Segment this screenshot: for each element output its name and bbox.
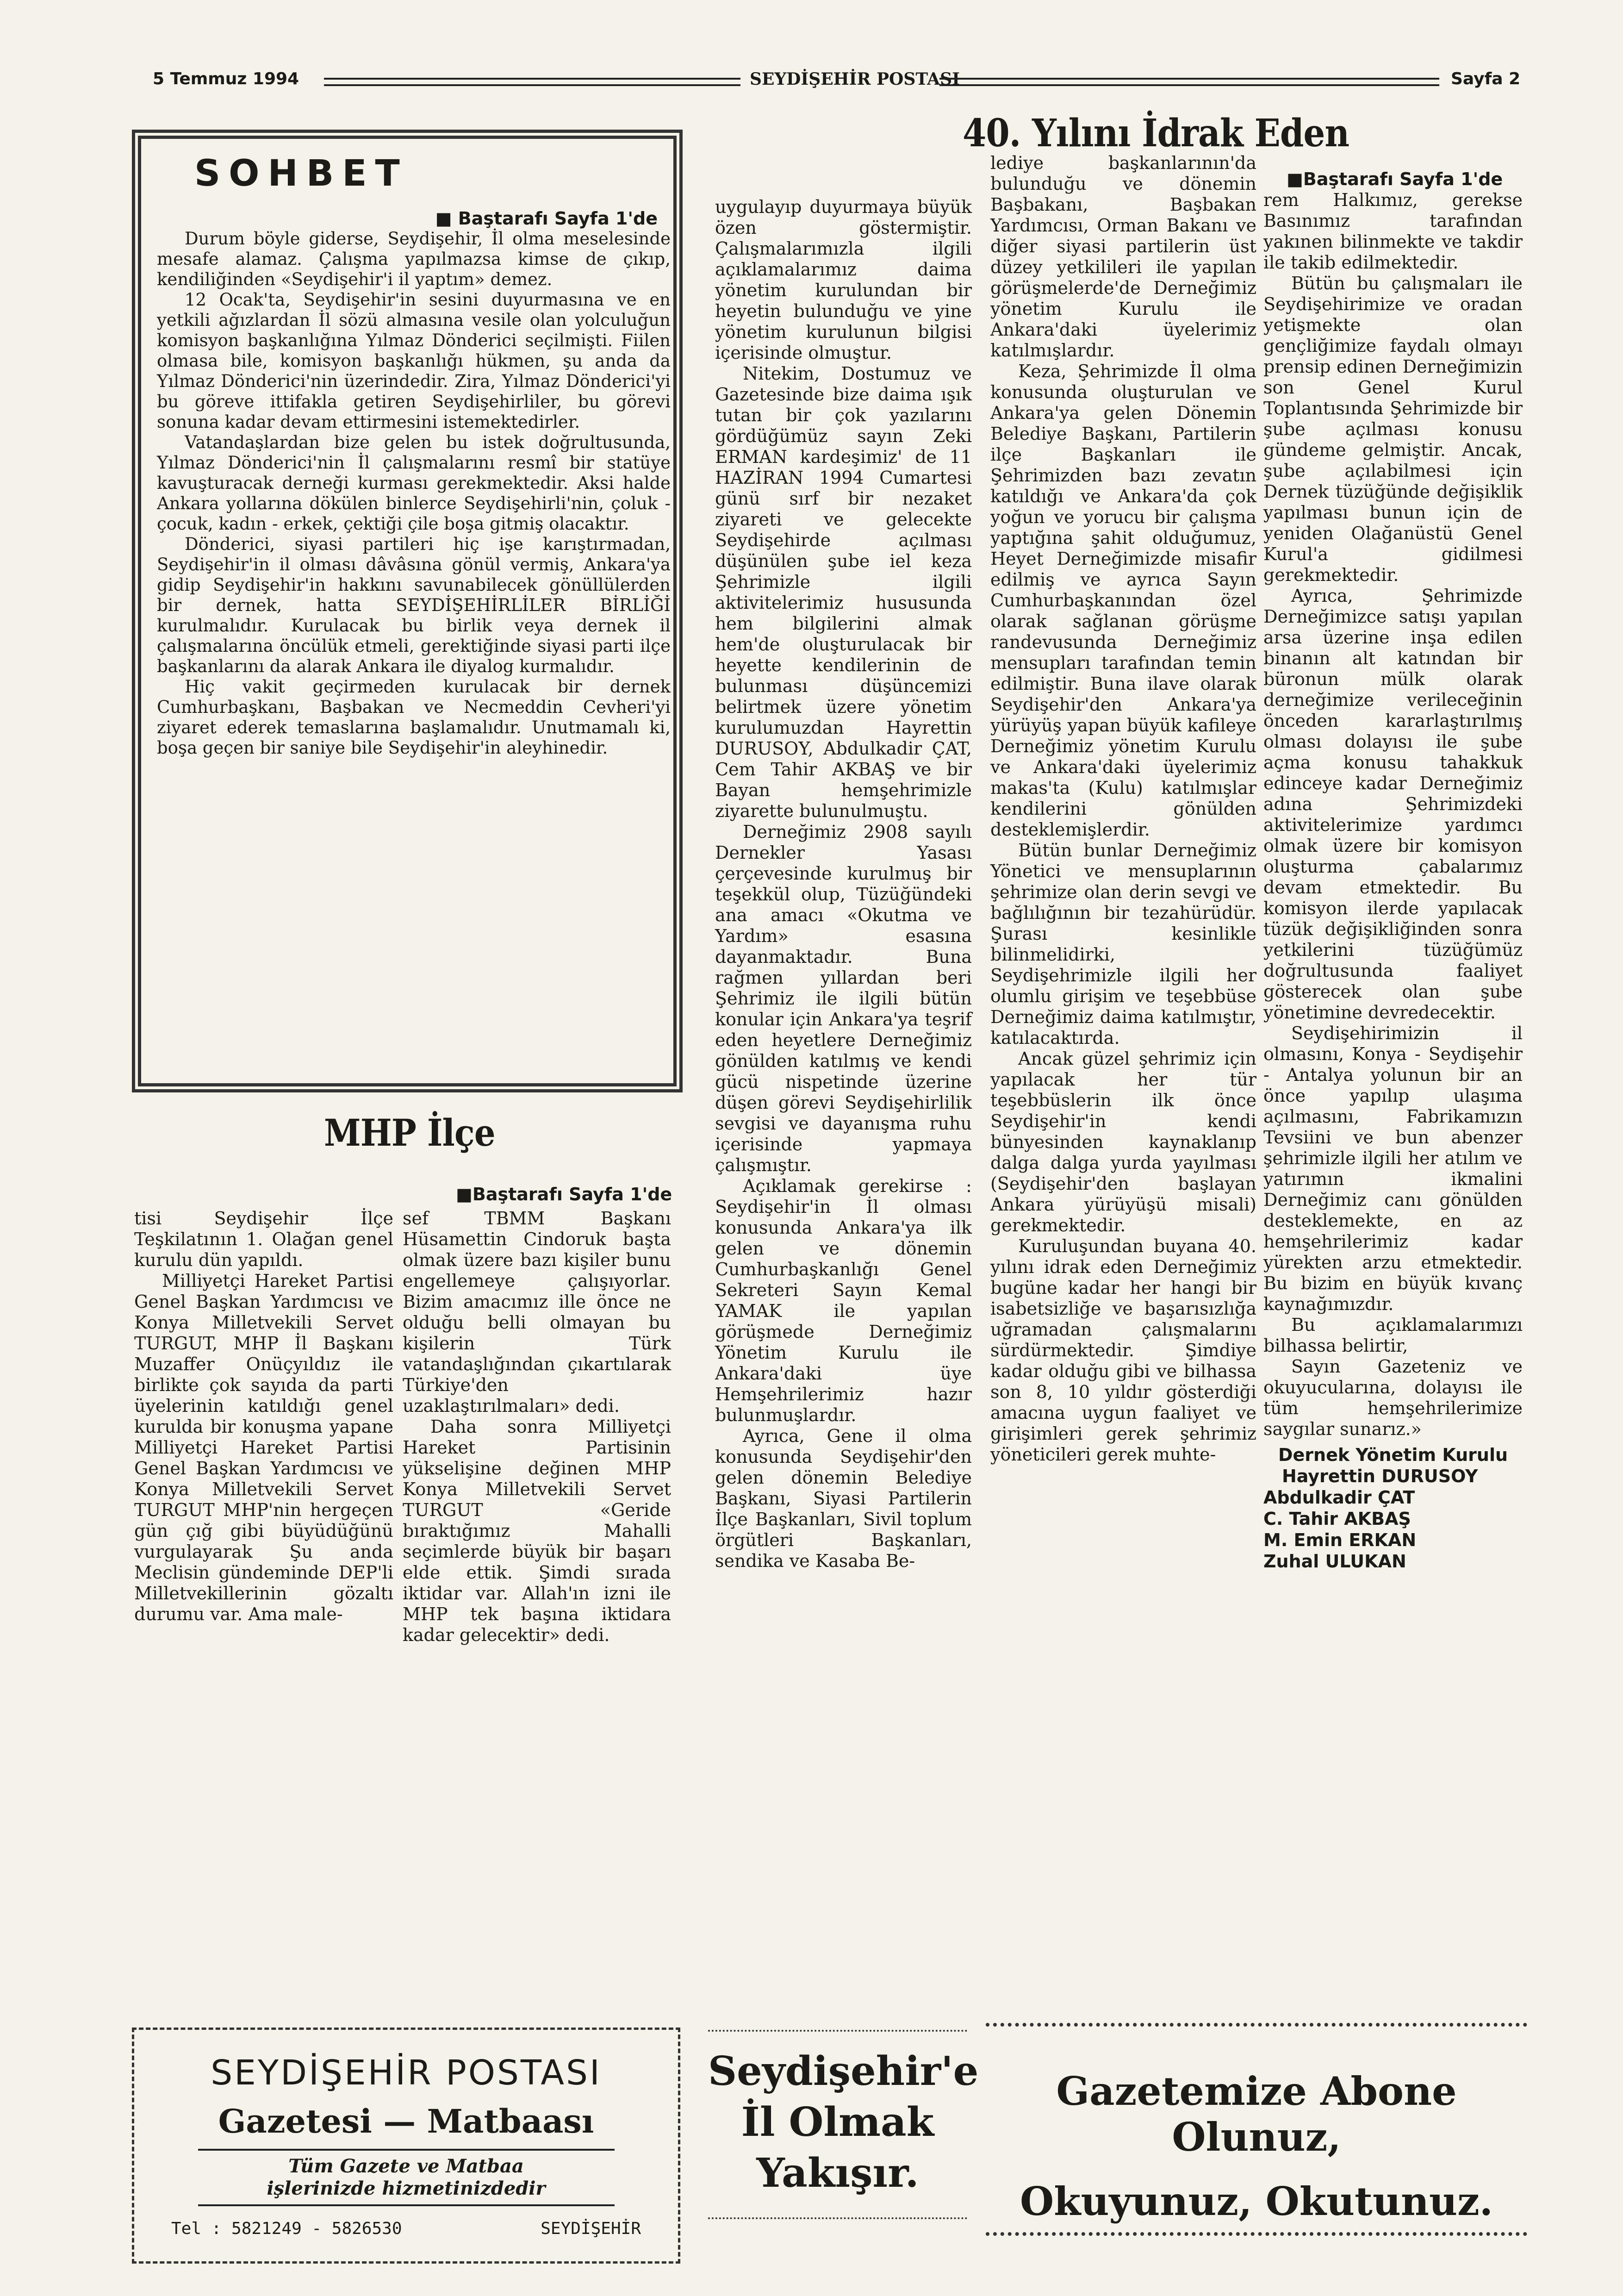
- slogan-line: Seydişehir'e: [708, 2048, 979, 2095]
- sohbet-box: [132, 130, 683, 1092]
- mhp-headline: MHP İlçe: [324, 1111, 495, 1154]
- header-rule-right: [939, 78, 1439, 86]
- feature-paragraph: Ancak güzel şehrimiz için yapılacak her tür teşebbüslerin ilk önce Seydişehir'in kendi bünyesinden kaynaklanıp dalga dalga yurda yayılması (Seydişehir'den başlayan Ankara yürüyüşü misali) gerekmektedir.: [990, 1048, 1256, 1235]
- sohbet-text: [157, 229, 671, 758]
- sohbet-paragraph: Vatandaşlardan bize gelen bu istek doğrultusunda, Yılmaz Dönderici'nin İl çalışmalarını resmî bir statüye kavuşturacak derneği kurması gerekmektedir. Aksi halde Ankara yollarına dökülen binlerce Seydişehirli'nin, çoluk - çocuk, kadın - erkek, çektiği çile boşa gitmiş olacaktır.: [157, 432, 671, 534]
- signature-name: C. Tahir AKBAŞ: [1263, 1509, 1411, 1529]
- feature-paragraph: Kuruluşundan buyana 40. yılını idrak eden Derneğimiz bugüne kadar her hangi bir isabetsizliğe ve başarısızlığa uğramadan çalışmalarını sürdürmektedir. Şimdiye kadar olduğu gibi ve bilhassa son 8, 10 yıldır gösterdiği amacına uygun faaliyet ve girişimleri gerek şehrimiz yöneticileri gerek muhte-: [990, 1236, 1256, 1465]
- signature-name: Hayrettin DURUSOY: [1282, 1466, 1478, 1486]
- mhp-paragraph: tisi Seydişehir İlçe Teşkilatının 1. Olağan genel kurulu dün yapıldı.: [134, 1208, 393, 1270]
- feature-paragraph: rem Halkımız, gerekse Basınımız tarafından yakınen bilinmekte ve takdir ile takib edilmektedir.: [1263, 190, 1523, 273]
- feature-paragraph: Sayın Gazeteniz ve okuyucularına, dolayısı ile tüm hemşehrilerimize saygılar sunarız.»: [1263, 1356, 1523, 1439]
- feature-paragraph: Bütün bu çalışmaları ile Seydişehirimize ve oradan yetişmekte olan gençliğimize faydalı olmayı prensip edinen Derneğimizin son Genel Kurul Toplantısında Şehrimizde bir şube açılması konusu gündeme gelmiştir. Ancak, şube açılabilmesi için Dernek tüzüğünde değişiklik yapılması bunun için de yeniden Olağanüstü Genel Kurul'a gidilmesi gerekmektedir.: [1263, 273, 1523, 585]
- subscribe-line: Okuyunuz, Okutunuz.: [1020, 2178, 1493, 2224]
- feature-paragraph: uygulayıp duyurmaya büyük özen göstermiştir. Çalışmalarımızla ilgili açıklamalarımız daima yönetim kurulundan bir heyetin bulunduğu ve yine yönetim kurulunun bilgisi içerisinde olmuştur.: [715, 197, 972, 363]
- feature-paragraph: Keza, Şehrimizde İl olma konusunda oluşturulan ve Ankara'ya gelen Dönemin Belediye Başkanı, Partilerin ilçe Başkanları ile Şehrimizden bazı zevatın katıldığı ve Ankara'da çok yoğun ve yorucu bir çalışma yaptığına şahit olduğumuz, Heyet Derneğimizde misafir edilmiş ve ayrıca Sayın Cumhurbaşkanından özel olarak sağlanan görüşme randevusunda Derneğimiz mensupları tarafından temin edilmiştir. Buna ilave olarak Seydişehir'den Ankara'ya yürüyüş yapan büyük kafileye Derneğimiz yönetim Kurulu ve Ankara'daki üyelerimiz makas'ta (Kulu) katılmışlar kendilerini gönülden desteklemişlerdir.: [990, 361, 1256, 840]
- sohbet-title: SOHBET: [185, 153, 417, 194]
- feature-column-3: [1263, 190, 1523, 1572]
- mhp-column-1: [134, 1208, 393, 1625]
- page-number: Sayfa 2: [1451, 69, 1521, 88]
- sohbet-continued: ■ Baştarafı Sayfa 1'de: [435, 208, 658, 229]
- sohbet-paragraph: Durum böyle giderse, Seydişehir, İl olma meselesinde mesafe alamaz. Çalışma yapılmazsa kimse de çıkıp, kendiliğinden «Seydişehir'i il yaptım» demez.: [157, 229, 671, 289]
- ad-subtitle: Gazetesi — Matbaası: [218, 2102, 594, 2140]
- feature-paragraph: Ayrıca, Şehrimizde Derneğimizce satışı yapılan arsa üzerine inşa edilen binanın alt katından bir büronun mülk olarak derneğimize verileceğinin önceden kararlaştırılmış olması dolayısı ile şube açma konusu tahakkuk edinceye kadar Derneğimiz adına Şehrimizdeki aktivitelerimize yardımcı olmak üzere bir komisyon oluşturma çabalarımız devam etmektedir. Bu komisyon ilerde yapılacak tüzük değişikliğinden sonra yetkilerini tüzüğümüz doğrultusunda faaliyet gösterecek olan şube yönetimine devredecektir.: [1263, 586, 1523, 1023]
- ad-city: SEYDİŞEHİR: [541, 2219, 641, 2238]
- ad-phone: Tel : 5821249 - 5826530: [171, 2219, 402, 2238]
- mhp-paragraph: sef TBMM Başkanı Hüsamettin Cindoruk başta olmak üzere bazı kişiler bunu engellemeye çalışıyorlar. Bizim amacımız ille önce ne olduğu belli olmayan bu kişilerin Türk vatandaşlığından çıkartılarak Türkiye'den uzaklaştırılmaları» dedi.: [403, 1208, 671, 1416]
- signature-name: M. Emin ERKAN: [1263, 1530, 1417, 1550]
- sohbet-paragraph: Dönderici, siyasi partileri hiç işe karıştırmadan, Seydişehir'in il olması dâvâsına gönül vermiş, Ankara'ya gidip Seydişehir'in hakkını savunabilecek gönüllülerden bir dernek, hatta SEYDİŞEHİRLİLER BİRLİĞİ kurulmalıdır. Kurulacak bu birlik veya dernek il çalışmalarına öncülük etmeli, gerektiğinde siyasi parti ilçe başkanlarını da alarak Ankara ile diyalog kurmalıdır.: [157, 534, 671, 676]
- sohbet-paragraph: Hiç vakit geçirmeden kurulacak bir dernek Cumhurbaşkanı, Başbakan ve Necmeddin Cevheri'yi ziyaret ederek temaslarına başlamalıdır. Unutmamalı ki, boşa geçen bir saniye bile Seydişehir'in aleyhinedir.: [157, 677, 671, 758]
- newspaper-name: SEYDİŞEHİR POSTASI: [750, 69, 960, 89]
- subscribe-ad: [986, 2023, 1527, 2236]
- issue-date: 5 Temmuz 1994: [153, 69, 299, 88]
- ad-title: SEYDİŞEHİR POSTASI: [211, 2053, 602, 2093]
- slogan-rule-top: [708, 2030, 967, 2032]
- slogan-rule-bottom: [708, 2217, 967, 2219]
- signature-name: Zuhal ULUKAN: [1263, 1551, 1406, 1572]
- feature-column-2: [990, 153, 1256, 1465]
- feature-paragraph: Nitekim, Dostumuz ve Gazetesinde bize daima ışık tutan bir çok yazılarını gördüğümüz sayın Zeki ERMAN kardeşimiz' de 11 HAZİRAN 1994 Cumartesi günü sırf bir nezaket ziyareti ve gelecekte Seydişehirde açılması düşünülen şube iel keza Şehrimizle ilgili aktivitelerimiz hususunda hem bilgilerini almak hem'de oluşturulacak bir heyette kendilerinin de bulunması düşüncemizi belirtmek üzere yönetim kurulumuzdan Hayrettin DURUSOY, Abdulkadir ÇAT, Cem Tahir AKBAŞ ve bir Bayan hemşehrimizle ziyarette bulunulmuştu.: [715, 363, 972, 821]
- feature-column-1: [715, 197, 972, 1572]
- feature-paragraph: Açıklamak gerekirse : Seydişehir'in İl olması konusunda Ankara'ya ilk gelen ve dönemin Cumhurbaşkanlığı Genel Sekreteri Sayın Kemal YAMAK ile yapılan görüşmede Derneğimiz Yönetim Kurulu ile Ankara'daki üye Hemşehrilerimiz hazır bulunmuşlardır.: [715, 1176, 972, 1425]
- slogan-line: Yakışır.: [756, 2150, 919, 2196]
- mhp-paragraph: Daha sonra Milliyetçi Hareket Partisinin yükselişine değinen MHP Konya Milletvekili Servet TURGUT «Geride bıraktığımız Mahalli seçimlerde büyük bir başarı elde ettik. Şimdi sırada iktidar var. Allah'ın izni ile MHP tek başına iktidara kadar gelecektir» dedi.: [403, 1416, 671, 1645]
- sohbet-paragraph: 12 Ocak'ta, Seydişehir'in sesini duyurmasına ve en yetkili ağızlardan İl sözü almasına vesile olan yolculuğun komisyon başkanlığına Yılmaz Dönderici seçilmişti. Fiilen olmasa bile, komisyon başkanlığı hükmen, şu anda da Yılmaz Dönderici'nin üzerindedir. Zira, Yılmaz Dönderici'yi bu göreve ittifakla getiren Seydişehirliler, bu görevi sonuna kadar devam ettirmesini istemektedirler.: [157, 290, 671, 432]
- feature-paragraph: lediye başkanlarının'da bulunduğu ve dönemin Başbakanı, Başbakan Yardımcısı, Orman Bakanı ve diğer siyasi partilerin üst düzey yetkilileri ile yapılan görüşmelerde'de Derneğimiz yönetim Kurulu ile Ankara'daki üyelerimiz katılmışlardır.: [990, 153, 1256, 361]
- feature-headline: 40. Yılını İdrak Eden: [963, 111, 1349, 156]
- feature-paragraph: Derneğimiz 2908 sayılı Dernekler Yasası çerçevesinde kurulmuş bir teşekkül olup, Tüzüğündeki ana amacı «Okutma ve Yardım» esasına dayanmaktadır. Buna rağmen yıllardan beri Şehrimiz ile ilgili bütün konular için Ankara'ya teşrif eden heyetlere Derneğimiz gönülden katılmış ve kendi gücü nispetinde üzerine düşen görevi Seydişehirlilik sevgisi ve dayanışma ruhu içerisinde yapmaya çalışmıştır.: [715, 822, 972, 1175]
- header-rule-left: [324, 78, 740, 86]
- mhp-continued: ■Baştarafı Sayfa 1'de: [456, 1184, 672, 1204]
- feature-continued: ■Baştarafı Sayfa 1'de: [1287, 169, 1503, 189]
- mhp-column-2: [403, 1208, 671, 1646]
- feature-paragraph: Bütün bunlar Derneğimiz Yönetici ve mensuplarının şehrimize olan derin sevgi ve bağlılığının bir tezahürüdür. Şurası kesinlikle bilinmelidirki, Seydişehrimizle ilgili her olumlu girişim ve teşebbüse Derneğimiz daima katılmıştır, katılacaktırda.: [990, 840, 1256, 1048]
- signature-org: Dernek Yönetim Kurulu: [1278, 1445, 1508, 1465]
- signature-name: Abdulkadir ÇAT: [1263, 1487, 1415, 1508]
- slogan-line: İl Olmak: [741, 2099, 934, 2146]
- feature-paragraph: Seydişehirimizin il olmasını, Konya - Seydişehir - Antalya yolunun bir an önce yapılıp ulaşıma açılmasını, Fabrikamızın Tevsiini ve bun abenzer şehrimizle ilgili her atılım ve yatırımın ikmalini Derneğimiz canı gönülden desteklemekte, en az hemşehrilerimiz kadar yürekten arzu etmektedir. Bu bizim en büyük kıvanç kaynağımızdır.: [1263, 1023, 1523, 1314]
- feature-paragraph: Bu açıklamalarımızı bilhassa belirtir,: [1263, 1315, 1523, 1356]
- ad-tagline: Tüm Gazete ve Matbaa: [288, 2155, 524, 2177]
- newspaper-ad: [132, 2028, 680, 2264]
- slogan-ad: [708, 2046, 979, 2199]
- mhp-paragraph: Milliyetçi Hareket Partisi Genel Başkan Yardımcısı ve Konya Milletvekili Servet TURGUT, MHP İl Başkanı Muzaffer Onüçyıldız ile birlikte çok sayıda da parti üyelerinin katıldığı genel kurulda bir konuşma yapane Milliyetçi Hareket Partisi Genel Başkan Yardımcısı ve Konya Milletvekili Servet TURGUT MHP'nin hergeçen gün çığ gibi büyüdüğünü vurgulayarak Şu anda Meclisin gündeminde DEP'li Milletvekillerinin gözaltı durumu var. Ama male-: [134, 1271, 393, 1624]
- ad-tagline: işlerinizde hizmetinizdedir: [267, 2177, 546, 2199]
- subscribe-line: Gazetemize Abone Olunuz,: [1056, 2068, 1457, 2160]
- feature-paragraph: Ayrıca, Gene il olma konusunda Seydişehir'den gelen dönemin Belediye Başkanı, Siyasi Partilerin İlçe Başkanları, Sivil toplum örgütleri Başkanları, sendika ve Kasaba Be-: [715, 1426, 972, 1571]
